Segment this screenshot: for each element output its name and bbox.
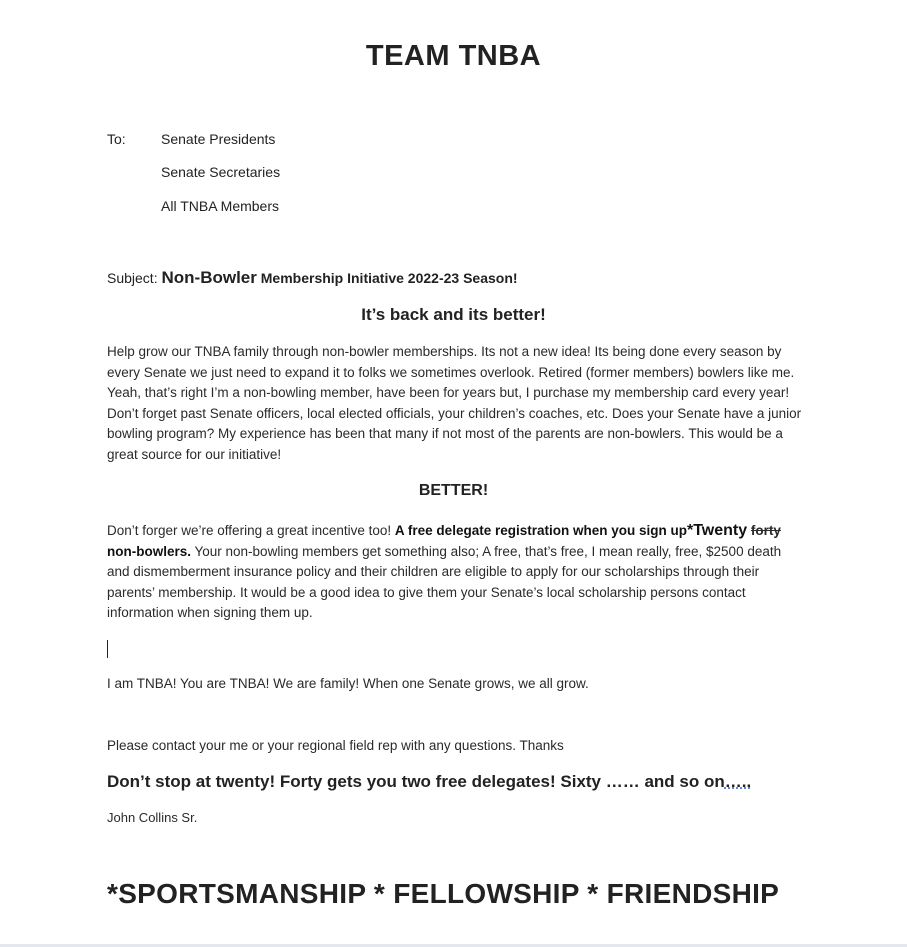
motto: *SPORTSMANSHIP * FELLOWSHIP * FRIENDSHIP bbox=[107, 878, 780, 909]
contact-line: Please contact your me or your regional field rep with any questions. Thanks bbox=[107, 738, 564, 753]
incentive-intro: Don’t forger we’re offering a great incentive too! bbox=[107, 523, 395, 538]
recipient-senate-secretaries: Senate Secretaries bbox=[161, 164, 281, 180]
subject-highlight: Non-Bowler bbox=[161, 268, 257, 287]
incentive-twenty: *Twenty bbox=[686, 522, 748, 539]
signature: John Collins Sr. bbox=[107, 810, 198, 825]
incentive-bold-end: non-bowlers. bbox=[107, 543, 191, 559]
text-cursor bbox=[107, 640, 108, 658]
paragraph-intro: Help grow our TNBA family through non-bowler memberships. Its not a new idea! Its being done every season by every Senate we just need to expand it to folks we sometimes overlook. Retired (former members) bowlers like me. Yeah, that’s right I’m a non-bowling member, have been for years but, I purchase my membership card every year! Don’t forget past Senate officers, local elected officials, your children’s coaches, etc. Does your Senate have a junior bowling program? My experience has been that many if not most of the parents are non-bowlers. This would be a great source for our initiative! bbox=[107, 344, 802, 462]
memo-title: TEAM TNBA bbox=[365, 40, 542, 72]
incentive-struck-forty: forty bbox=[750, 523, 781, 538]
subject-line bbox=[107, 268, 518, 288]
heading-better: BETTER! bbox=[418, 482, 489, 499]
to-label: To: bbox=[107, 131, 126, 147]
heading-back-and-better: It’s back and its better! bbox=[361, 305, 546, 324]
recipient-senate-presidents: Senate Presidents bbox=[161, 131, 276, 147]
closing-main: Don’t stop at twenty! Forty gets you two free delegates! Sixty …… and so on bbox=[107, 772, 725, 791]
incentive-bold: A free delegate registration when you sign up bbox=[394, 523, 687, 538]
recipient-all-members: All TNBA Members bbox=[161, 198, 279, 214]
closing-line bbox=[107, 772, 751, 792]
subject-label: Subject: bbox=[107, 270, 158, 286]
closing-dots: ….. bbox=[724, 772, 752, 791]
family-line: I am TNBA! You are TNBA! We are family! When one Senate grows, we all grow. bbox=[107, 676, 589, 691]
subject-text: Membership Initiative 2022-23 Season! bbox=[260, 270, 518, 286]
paragraph-incentive bbox=[107, 521, 807, 624]
incentive-rest: Your non-bowling members get something also; A free, that’s free, I mean really, free, $2500 death and dismemberment insurance policy and their children are eligible to apply for our scholarships through their parents’ membership. It would be a good idea to give them your Senate’s local scholarship persons contact information when signing them up. bbox=[107, 543, 782, 620]
